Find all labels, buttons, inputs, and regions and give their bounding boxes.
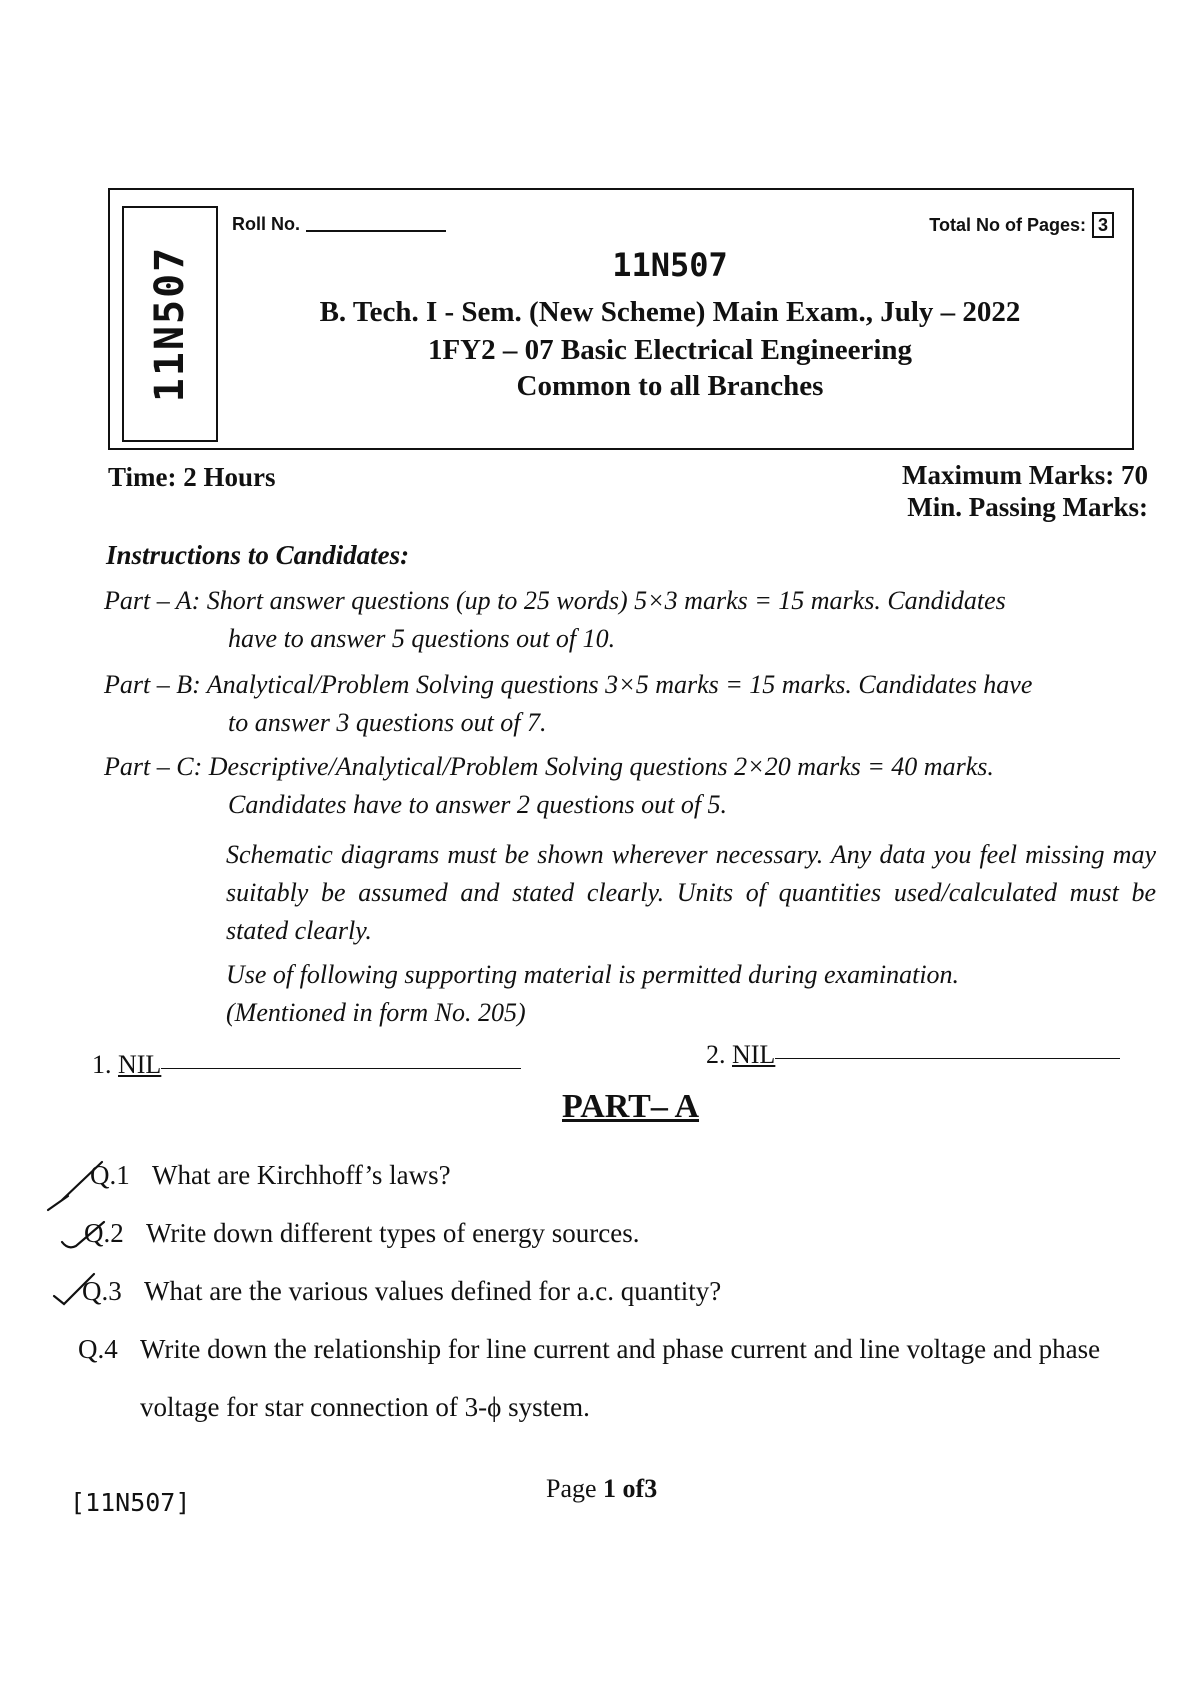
page-prefix: Page bbox=[546, 1474, 597, 1503]
question-2 bbox=[84, 1218, 640, 1249]
schematic-note: Schematic diagrams must be shown wherever necessary. Any data you feel missing may suitably be assumed and stated clearly. Units of quantities used/calculated must be stated clearly. bbox=[226, 840, 1156, 945]
page-number bbox=[546, 1474, 657, 1504]
question-3 bbox=[82, 1276, 721, 1307]
paper-code: 11N507 bbox=[612, 246, 728, 284]
supporting-material-note bbox=[226, 956, 1156, 1032]
roll-no-blank bbox=[306, 230, 446, 232]
part-a-cont: have to answer 5 questions out of 10. bbox=[228, 624, 616, 653]
side-code-box bbox=[122, 206, 218, 442]
part-b-cont: to answer 3 questions out of 7. bbox=[228, 708, 547, 737]
instructions-heading: Instructions to Candidates: bbox=[106, 540, 410, 570]
header-box bbox=[108, 188, 1134, 450]
material-item-1 bbox=[92, 1050, 521, 1080]
part-b-label: Part – B: bbox=[104, 670, 201, 699]
min-passing-marks: Min. Passing Marks: bbox=[907, 492, 1148, 522]
instruction-part-c bbox=[104, 748, 1154, 824]
part-c-label: Part – C: bbox=[104, 752, 203, 781]
material-item-2-value: NIL bbox=[732, 1040, 776, 1069]
question-4 bbox=[78, 1334, 1100, 1365]
page-of: of bbox=[622, 1474, 645, 1503]
roll-no bbox=[232, 214, 446, 235]
footer-paper-code: [11N507] bbox=[70, 1488, 191, 1517]
maximum-marks: Maximum Marks: 70 bbox=[902, 460, 1148, 490]
exam-title: B. Tech. I - Sem. (New Scheme) Main Exam., July – 2022 bbox=[319, 296, 1021, 328]
instruction-part-b bbox=[104, 666, 1154, 742]
support-line-1: Use of following supporting material is permitted during examination. bbox=[226, 960, 960, 989]
question-2-number: Q.2 bbox=[84, 1218, 124, 1248]
material-item-1-value: NIL bbox=[118, 1050, 162, 1079]
material-item-2 bbox=[706, 1040, 1120, 1070]
total-pages-label: Total No of Pages: bbox=[929, 215, 1086, 235]
total-pages bbox=[929, 212, 1114, 238]
side-paper-code: 11N507 bbox=[147, 245, 193, 403]
instruction-part-a bbox=[104, 582, 1154, 658]
tick-mark-icon bbox=[40, 1152, 110, 1222]
material-item-2-num: 2. bbox=[706, 1040, 726, 1069]
total-pages-value: 3 bbox=[1092, 212, 1114, 238]
question-3-number: Q.3 bbox=[82, 1276, 122, 1306]
page-total: 3 bbox=[644, 1474, 658, 1503]
common-branches: Common to all Branches bbox=[516, 370, 824, 402]
subject-title: 1FY2 – 07 Basic Electrical Engineering bbox=[427, 334, 913, 366]
roll-no-label: Roll No. bbox=[232, 214, 300, 234]
material-item-2-line bbox=[775, 1057, 1120, 1059]
question-1-text: What are Kirchhoff’s laws? bbox=[152, 1160, 451, 1190]
part-a-title: PART– A bbox=[562, 1088, 700, 1125]
material-item-1-num: 1. bbox=[92, 1050, 112, 1079]
question-4-number: Q.4 bbox=[78, 1334, 118, 1364]
question-3-text: What are the various values defined for a.c. quantity? bbox=[144, 1276, 722, 1306]
question-2-text: Write down different types of energy sources. bbox=[146, 1218, 640, 1248]
time-allowed: Time: 2 Hours bbox=[108, 462, 276, 492]
support-line-2: (Mentioned in form No. 205) bbox=[226, 998, 526, 1027]
question-4-text: Write down the relationship for line current and phase current and line voltage and phase bbox=[140, 1334, 1101, 1364]
question-1 bbox=[90, 1160, 451, 1191]
question-4-continuation: voltage for star connection of 3-ϕ system. bbox=[140, 1392, 590, 1422]
part-a-text: Short answer questions (up to 25 words) 5×3 marks = 15 marks. Candidates bbox=[206, 586, 1006, 615]
page-current: 1 bbox=[603, 1474, 617, 1503]
tick-mark-icon bbox=[50, 1270, 110, 1314]
part-a-label: Part – A: bbox=[104, 586, 201, 615]
part-c-text: Descriptive/Analytical/Problem Solving questions 2×20 marks = 40 marks. bbox=[208, 752, 994, 781]
material-item-1-line bbox=[161, 1067, 521, 1069]
part-c-cont: Candidates have to answer 2 questions out of 5. bbox=[228, 790, 728, 819]
question-1-number: Q.1 bbox=[90, 1160, 130, 1190]
tick-mark-icon bbox=[56, 1216, 116, 1256]
part-b-text: Analytical/Problem Solving questions 3×5 marks = 15 marks. Candidates have bbox=[206, 670, 1033, 699]
